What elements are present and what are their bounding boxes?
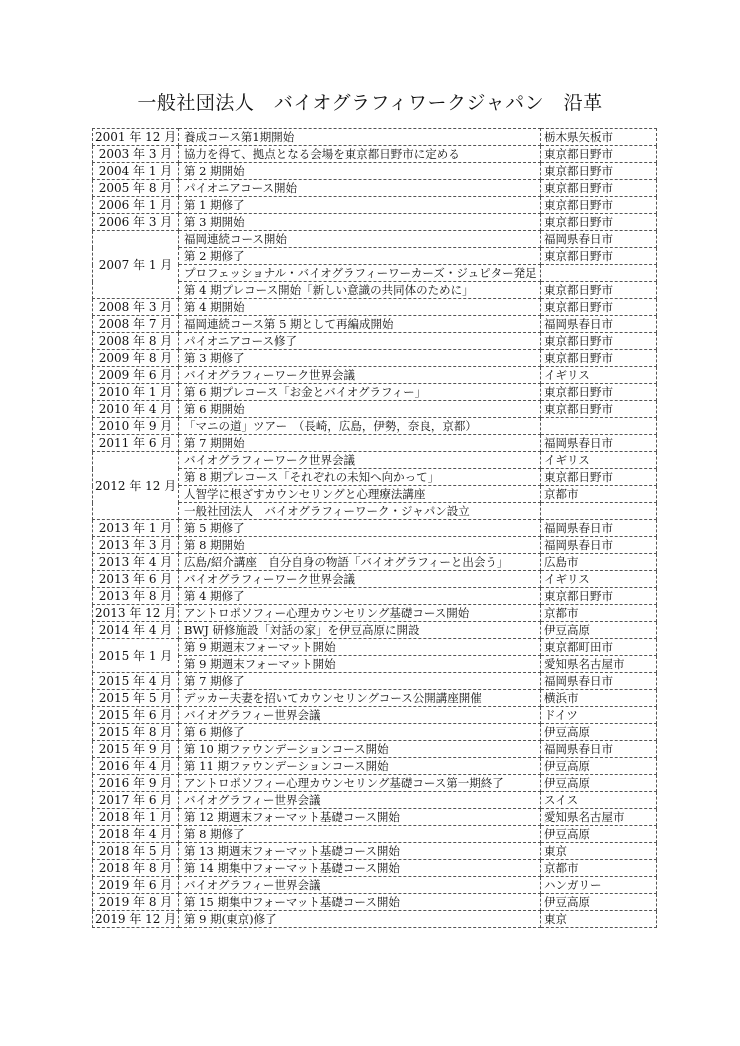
place-cell: 東京都日野市 [541, 299, 657, 316]
date-cell: 2008 年 7 月 [93, 316, 179, 333]
table-row [93, 367, 657, 384]
place-cell [541, 418, 657, 435]
event-cell: 第 1 期修了 [179, 197, 541, 214]
date-cell: 2006 年 3 月 [93, 214, 179, 231]
event-cell: 広島/紹介講座 自分自身の物語「バイオグラフィーと出会う」 [179, 554, 541, 571]
table-row [93, 231, 657, 248]
date-cell: 2012 年 12 月 [93, 452, 179, 520]
place-cell: 東京都日野市 [541, 350, 657, 367]
place-cell: 福岡県春日市 [541, 741, 657, 758]
place-cell: 東京都日野市 [541, 588, 657, 605]
event-cell: バイオグラフィー世界会議 [179, 707, 541, 724]
event-cell: デッカー夫妻を招いてカウンセリングコース公開講座開催 [179, 690, 541, 707]
page-title: 一般社団法人 バイオグラフィワークジャパン 沿革 [137, 92, 603, 114]
event-cell: 人智学に根ざすカウンセリングと心理療法講座 [179, 486, 541, 503]
date-cell: 2010 年 1 月 [93, 384, 179, 401]
table-row [93, 401, 657, 418]
event-cell: パイオニアコース修了 [179, 333, 541, 350]
place-cell: イギリス [541, 367, 657, 384]
table-row [93, 129, 657, 146]
event-cell: 第 12 期週末フォーマット基礎コース開始 [179, 809, 541, 826]
place-cell: 伊豆高原 [541, 622, 657, 639]
table-row [93, 520, 657, 537]
date-cell: 2015 年 6 月 [93, 707, 179, 724]
event-cell: 第 5 期修了 [179, 520, 541, 537]
table-row [93, 146, 657, 163]
date-cell: 2016 年 9 月 [93, 775, 179, 792]
date-cell: 2013 年 4 月 [93, 554, 179, 571]
event-cell: アントロポソフィー心理カウンセリング基礎コース開始 [179, 605, 541, 622]
place-cell: 愛知県名古屋市 [541, 809, 657, 826]
table-row [93, 384, 657, 401]
place-cell: 広島市 [541, 554, 657, 571]
place-cell: 伊豆高原 [541, 775, 657, 792]
event-cell: 第 3 期開始 [179, 214, 541, 231]
place-cell: 京都市 [541, 486, 657, 503]
place-cell: 愛知県名古屋市 [541, 656, 657, 673]
event-cell: 第 2 期修了 [179, 248, 541, 265]
table-row [93, 350, 657, 367]
date-cell: 2010 年 9 月 [93, 418, 179, 435]
event-cell: 第 13 期週末フォーマット基礎コース開始 [179, 843, 541, 860]
date-cell: 2018 年 1 月 [93, 809, 179, 826]
table-row [93, 163, 657, 180]
place-cell: 東京都日野市 [541, 146, 657, 163]
table-row [93, 180, 657, 197]
place-cell: 東京都日野市 [541, 469, 657, 486]
place-cell: 京都市 [541, 860, 657, 877]
event-cell: 第 6 期開始 [179, 401, 541, 418]
place-cell: 伊豆高原 [541, 724, 657, 741]
place-cell: スイス [541, 792, 657, 809]
place-cell: 京都市 [541, 605, 657, 622]
date-cell: 2015 年 1 月 [93, 639, 179, 673]
date-cell: 2015 年 8 月 [93, 724, 179, 741]
event-cell: バイオグラフィーワーク世界会議 [179, 452, 541, 469]
place-cell: 福岡県春日市 [541, 537, 657, 554]
event-cell: 第 11 期ファウンデーションコース開始 [179, 758, 541, 775]
date-cell: 2013 年 12 月 [93, 605, 179, 622]
event-cell: 第 3 期修了 [179, 350, 541, 367]
event-cell: バイオグラフィーワーク世界会議 [179, 571, 541, 588]
table-row [93, 197, 657, 214]
place-cell: 東京 [541, 843, 657, 860]
date-cell: 2014 年 4 月 [93, 622, 179, 639]
table-row [93, 299, 657, 316]
date-cell: 2009 年 6 月 [93, 367, 179, 384]
event-cell: プロフェッショナル・バイオグラフィーワーカーズ・ジュピター発足 [179, 265, 541, 282]
table-row [93, 843, 657, 860]
date-cell: 2015 年 4 月 [93, 673, 179, 690]
place-cell: 東京都日野市 [541, 197, 657, 214]
place-cell: 東京都日野市 [541, 163, 657, 180]
event-cell: 「マニの道」ツアー （長崎，広島，伊勢，奈良，京都） [179, 418, 541, 435]
table-row [93, 333, 657, 350]
place-cell: 東京都日野市 [541, 333, 657, 350]
event-cell: 福岡連続コース開始 [179, 231, 541, 248]
place-cell: 福岡県春日市 [541, 520, 657, 537]
date-cell: 2008 年 3 月 [93, 299, 179, 316]
table-row [93, 707, 657, 724]
event-cell: 第 9 期(東京)修了 [179, 911, 541, 928]
event-cell: 養成コース第1期開始 [179, 129, 541, 146]
table-row [93, 775, 657, 792]
date-cell: 2010 年 4 月 [93, 401, 179, 418]
place-cell: イギリス [541, 571, 657, 588]
table-row [93, 418, 657, 435]
table-row [93, 537, 657, 554]
date-cell: 2016 年 4 月 [93, 758, 179, 775]
event-cell: 第 8 期修了 [179, 826, 541, 843]
place-cell: 横浜市 [541, 690, 657, 707]
table-row [93, 435, 657, 452]
table-row [93, 673, 657, 690]
place-cell: 東京 [541, 911, 657, 928]
place-cell: 福岡県春日市 [541, 435, 657, 452]
place-cell: 東京都日野市 [541, 401, 657, 418]
table-row [93, 894, 657, 911]
place-cell: イギリス [541, 452, 657, 469]
date-cell: 2001 年 12 月 [93, 129, 179, 146]
date-cell: 2015 年 5 月 [93, 690, 179, 707]
event-cell: 第 6 期プレコース「お金とバイオグラフィー」 [179, 384, 541, 401]
table-row [93, 792, 657, 809]
date-cell: 2013 年 3 月 [93, 537, 179, 554]
date-cell: 2006 年 1 月 [93, 197, 179, 214]
date-cell: 2003 年 3 月 [93, 146, 179, 163]
date-cell: 2018 年 4 月 [93, 826, 179, 843]
event-cell: 第 9 期週末フォーマット開始 [179, 656, 541, 673]
table-row [93, 809, 657, 826]
event-cell: 一般社団法人 バイオグラフィーワーク・ジャパン設立 [179, 503, 541, 520]
table-row [93, 758, 657, 775]
date-cell: 2008 年 8 月 [93, 333, 179, 350]
place-cell: 伊豆高原 [541, 758, 657, 775]
date-cell: 2019 年 8 月 [93, 894, 179, 911]
place-cell: 東京都日野市 [541, 180, 657, 197]
event-cell: 第 14 期集中フォーマット基礎コース開始 [179, 860, 541, 877]
event-cell: 第 4 期修了 [179, 588, 541, 605]
place-cell: 伊豆高原 [541, 826, 657, 843]
history-table [92, 128, 657, 928]
event-cell: 福岡連続コース第 5 期として再編成開始 [179, 316, 541, 333]
table-row [93, 724, 657, 741]
table-row [93, 826, 657, 843]
table-row [93, 571, 657, 588]
table-row [93, 316, 657, 333]
place-cell: 福岡県春日市 [541, 673, 657, 690]
event-cell: バイオグラフィー世界会議 [179, 792, 541, 809]
place-cell [541, 503, 657, 520]
event-cell: BWJ 研修施設「対話の家」を伊豆高原に開設 [179, 622, 541, 639]
event-cell: 第 9 期週末フォーマット開始 [179, 639, 541, 656]
date-cell: 2015 年 9 月 [93, 741, 179, 758]
place-cell [541, 265, 657, 282]
date-cell: 2009 年 8 月 [93, 350, 179, 367]
date-cell: 2004 年 1 月 [93, 163, 179, 180]
event-cell: 第 6 期修了 [179, 724, 541, 741]
place-cell: 東京都日野市 [541, 248, 657, 265]
event-cell: 第 2 期開始 [179, 163, 541, 180]
event-cell: 第 8 期プレコース「それぞれの未知へ向かって」 [179, 469, 541, 486]
event-cell: 第 10 期ファウンデーションコース開始 [179, 741, 541, 758]
date-cell: 2007 年 1 月 [93, 231, 179, 299]
event-cell: アントロポソフィー心理カウンセリング基礎コース第一期終了 [179, 775, 541, 792]
table-row [93, 639, 657, 656]
date-cell: 2017 年 6 月 [93, 792, 179, 809]
place-cell: 福岡県春日市 [541, 231, 657, 248]
date-cell: 2018 年 8 月 [93, 860, 179, 877]
place-cell: 東京都町田市 [541, 639, 657, 656]
date-cell: 2019 年 12 月 [93, 911, 179, 928]
event-cell: パイオニアコース開始 [179, 180, 541, 197]
table-row [93, 605, 657, 622]
place-cell: ハンガリー [541, 877, 657, 894]
event-cell: 協力を得て、拠点となる会場を東京都日野市に定める [179, 146, 541, 163]
place-cell: 伊豆高原 [541, 894, 657, 911]
table-row [93, 452, 657, 469]
table-row [93, 741, 657, 758]
place-cell: 東京都日野市 [541, 384, 657, 401]
table-row [93, 554, 657, 571]
event-cell: バイオグラフィーワーク世界会議 [179, 367, 541, 384]
table-row [93, 622, 657, 639]
event-cell: 第 7 期開始 [179, 435, 541, 452]
table-row [93, 911, 657, 928]
date-cell: 2011 年 6 月 [93, 435, 179, 452]
date-cell: 2019 年 6 月 [93, 877, 179, 894]
event-cell: 第 15 期集中フォーマット基礎コース開始 [179, 894, 541, 911]
event-cell: バイオグラフィー世界会議 [179, 877, 541, 894]
event-cell: 第 7 期修了 [179, 673, 541, 690]
date-cell: 2005 年 8 月 [93, 180, 179, 197]
date-cell: 2013 年 1 月 [93, 520, 179, 537]
date-cell: 2013 年 8 月 [93, 588, 179, 605]
date-cell: 2018 年 5 月 [93, 843, 179, 860]
place-cell: 東京都日野市 [541, 282, 657, 299]
date-cell: 2013 年 6 月 [93, 571, 179, 588]
table-row [93, 860, 657, 877]
place-cell: ドイツ [541, 707, 657, 724]
event-cell: 第 4 期開始 [179, 299, 541, 316]
event-cell: 第 4 期プレコース開始「新しい意識の共同体のために」 [179, 282, 541, 299]
history-table-body [93, 129, 657, 928]
table-row [93, 214, 657, 231]
place-cell: 栃木県矢板市 [541, 129, 657, 146]
place-cell: 東京都日野市 [541, 214, 657, 231]
table-row [93, 588, 657, 605]
table-row [93, 877, 657, 894]
table-row [93, 690, 657, 707]
event-cell: 第 8 期開始 [179, 537, 541, 554]
place-cell: 福岡県春日市 [541, 316, 657, 333]
